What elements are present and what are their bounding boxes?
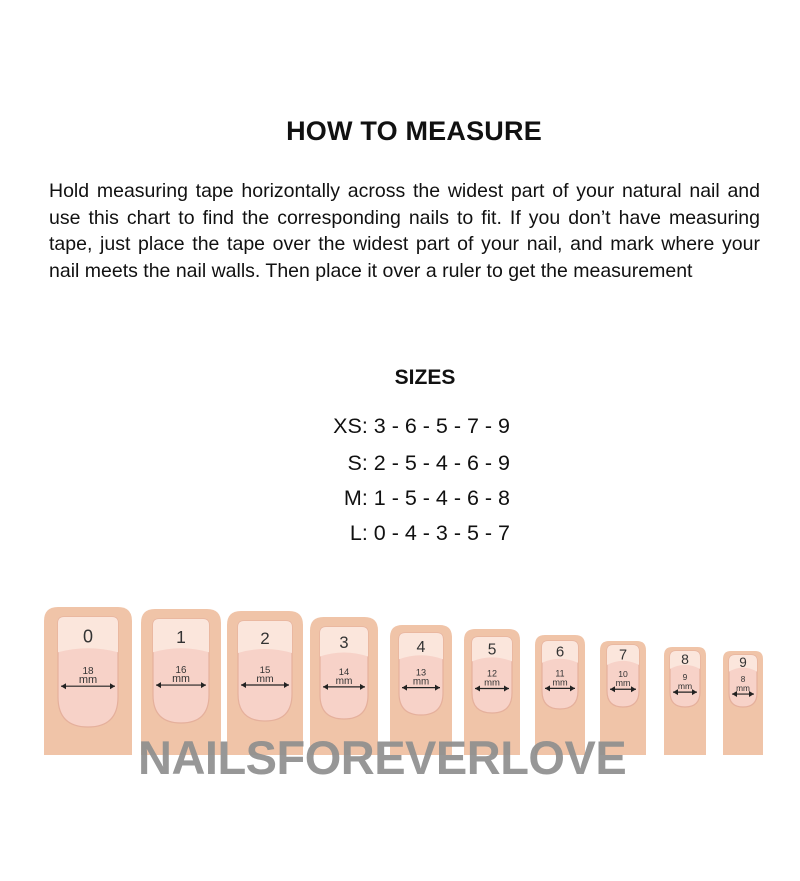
nail-size-number: 8 [681,650,689,667]
nail-size-number: 6 [555,643,565,661]
nail-width-unit: mm [552,677,568,688]
nail-width-unit: mm [677,681,693,692]
size-row-l: L: 0 - 4 - 3 - 5 - 7 [349,521,510,545]
nail-width-value: 13 [415,667,427,678]
size-row-s: S: 2 - 5 - 4 - 6 - 9 [347,451,510,475]
nail-size-number: 7 [618,647,628,664]
nail-width-unit: mm [256,674,274,685]
nail-item-8 [664,647,706,755]
nail-width-unit: mm [78,674,98,687]
size-row-m: M: 1 - 5 - 4 - 6 - 8 [343,486,510,510]
nail-size-number: 1 [176,626,186,647]
nail-size-number: 3 [339,634,349,653]
nail-width-value: 16 [175,665,187,677]
nail-width-value: 12 [486,668,498,679]
instructions-paragraph: Hold measuring tape horizontally across the widest part of your natural nail and use this chart to find the corresponding nails to fit. If you don’t have measuring tape, just place the tape over the widest part of your nail, and mark where your nail meets the nail walls. Then place it over a ruler to get the measurement [49,180,760,282]
nail-width-unit: mm [335,675,353,687]
nail-width-value: 14 [338,665,350,677]
nail-width-value: 9 [682,672,688,683]
nail-size-number: 5 [487,641,497,659]
nail-width-unit: mm [615,678,631,689]
nail-width-unit: mm [412,676,430,688]
nail-size-number: 9 [739,654,747,670]
nail-width-value: 15 [259,665,271,676]
size-row-xs: XS: 3 - 6 - 5 - 7 - 9 [333,414,510,438]
nail-width-value: 11 [555,668,565,679]
nail-size-number: 2 [260,629,270,649]
watermark: NAILSFOREVERLOVE [138,731,627,784]
nail-width-unit: mm [484,677,500,689]
nail-width-value: 18 [82,666,94,678]
page-title: HOW TO MEASURE [286,116,542,146]
nail-item-9 [723,651,763,755]
nail-width-unit: mm [736,683,750,694]
nail-size-number: 0 [82,626,94,647]
nail-size-number: 4 [416,638,426,656]
nail-width-value: 10 [618,669,628,680]
nail-width-unit: mm [172,673,190,686]
nail-item-0 [44,607,132,755]
sizes-heading: SIZES [394,366,456,389]
nail-width-value: 8 [740,675,746,685]
